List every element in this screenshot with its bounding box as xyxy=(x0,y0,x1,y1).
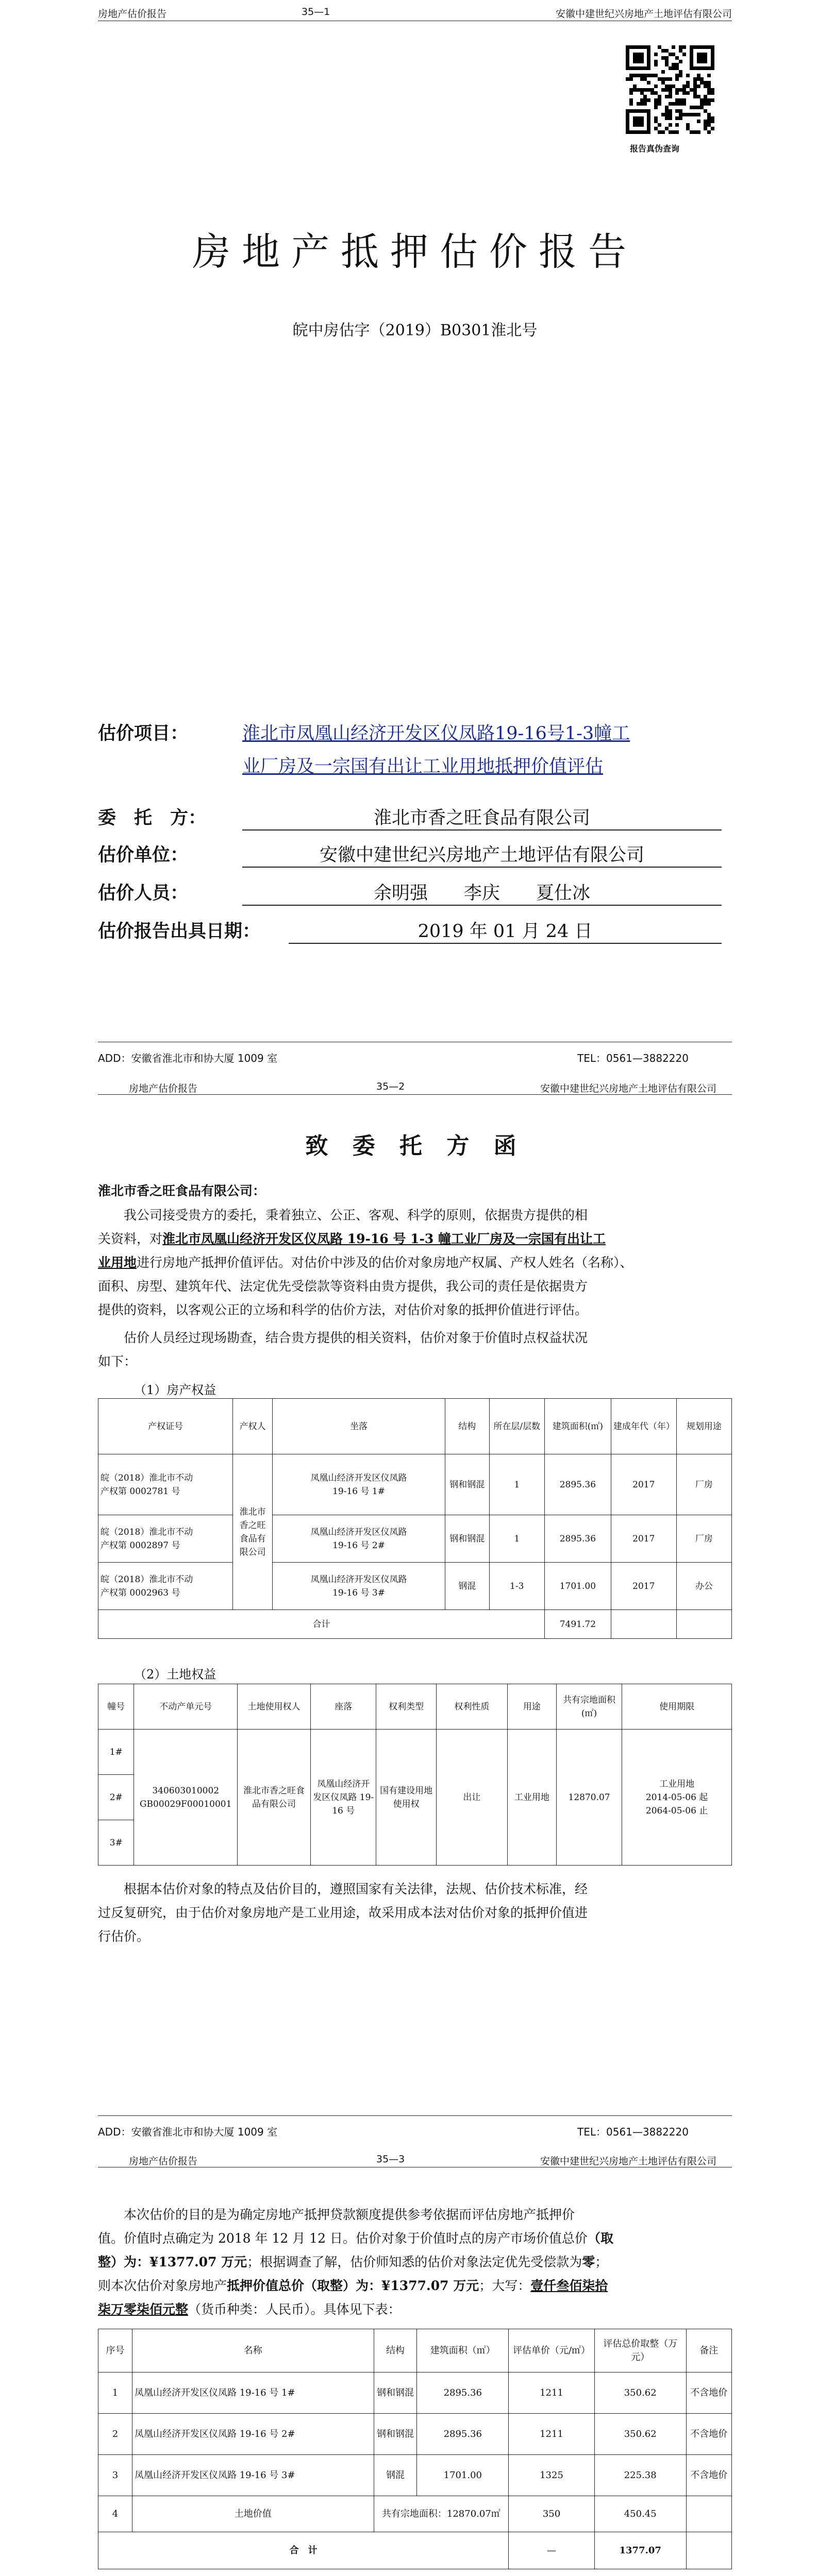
area-cell: 1701.00 xyxy=(417,2455,509,2496)
land-owner-cell: 淮北市香之旺食品有限公司 xyxy=(237,1730,310,1866)
header-divider xyxy=(98,1094,732,1095)
land-area-cell: 12870.07 xyxy=(556,1730,622,1866)
cell-line: 凤凰山经济开发区仪凤路 xyxy=(310,1574,407,1585)
qr-module xyxy=(647,130,650,134)
name-cell: 凤凰山经济开发区仪凤路 19-16 号 2# xyxy=(132,2414,374,2455)
cell-line: 工业用地 xyxy=(659,1778,695,1789)
header-page-number: 35—2 xyxy=(376,1081,405,1092)
header-left: 房地产估价报告 xyxy=(129,1083,198,1094)
table-row xyxy=(98,2455,732,2496)
qr-module xyxy=(647,66,650,70)
value-bold: 零 xyxy=(582,2255,595,2269)
qr-module xyxy=(707,102,711,106)
qr-module xyxy=(679,74,682,77)
land-rights-table xyxy=(98,1684,732,1866)
col-header: 产权证号 xyxy=(98,1399,233,1454)
note-cell: 不含地价 xyxy=(686,2414,731,2455)
location-cell xyxy=(273,1515,445,1563)
use-cell: 厂房 xyxy=(676,1454,731,1515)
building-no: 1# xyxy=(98,1730,134,1775)
value-appraisers: 余明强 李庆 夏仕冰 xyxy=(242,879,722,906)
area-cell: 2895.36 xyxy=(417,2414,509,2455)
cell-line: 皖（2018）淮北市不动 xyxy=(101,1574,193,1585)
subject-bold: 业用地 xyxy=(98,1255,137,1270)
qr-module xyxy=(697,120,700,123)
total-row xyxy=(98,1610,732,1639)
label-appraiser-unit: 估价单位： xyxy=(98,844,189,866)
cert-cell xyxy=(98,1515,233,1563)
header-right: 安徽中建世纪兴房地产土地评估有限公司 xyxy=(555,8,732,20)
col-header: 序号 xyxy=(98,2329,132,2372)
text-span: （货币种类：人民币）。具体见下表： xyxy=(188,2302,401,2317)
report-number: 皖中房估字（2019）B0301淮北号 xyxy=(292,321,538,340)
qr-caption: 报告真伪查询 xyxy=(630,144,680,154)
note-cell: 不含地价 xyxy=(686,2455,731,2496)
value-paragraph xyxy=(98,2203,732,2321)
qr-module xyxy=(679,60,682,63)
qr-module xyxy=(675,91,679,95)
qr-module xyxy=(704,60,707,63)
cell-line: 凤凰山经济开发区仪凤路 xyxy=(310,1527,407,1537)
qr-module xyxy=(654,106,658,109)
text-span: 进行房地产抵押价值评估。对估价中涉及的估价对象房地产权属、产权人姓名（名称）、 xyxy=(137,1255,633,1270)
struct-cell: 钢混 xyxy=(445,1563,490,1610)
no-cell: 4 xyxy=(98,2496,132,2532)
use-cell: 厂房 xyxy=(676,1515,731,1563)
col-header: 名称 xyxy=(132,2329,374,2372)
cell-line: 产权第 0002897 号 xyxy=(101,1540,180,1551)
total-cell: 225.38 xyxy=(594,2455,686,2496)
label-client: 委 托 方： xyxy=(98,807,207,828)
header-page-number: 35—3 xyxy=(376,2154,405,2165)
letter-recipient: 淮北市香之旺食品有限公司： xyxy=(98,1183,266,1198)
owner-cell: 淮北市香之旺食品有限公司 xyxy=(233,1454,273,1610)
qr-module xyxy=(629,91,633,95)
price-cell: 1211 xyxy=(509,2372,595,2414)
section-property: （1）房产权益 xyxy=(134,1383,216,1397)
value-bold: 抵押价值总价（取整）为：¥1377.07 万元 xyxy=(227,2278,479,2293)
header-page-number: 35—1 xyxy=(302,6,330,18)
name-cell: 凤凰山经济开发区仪凤路 19-16 号 3# xyxy=(132,2455,374,2496)
header-left: 房地产估价报告 xyxy=(129,2156,198,2167)
area-cell: 2895.36 xyxy=(544,1454,611,1515)
text-span: 则本次估价对象房地产 xyxy=(98,2278,227,2293)
price-cell: 1325 xyxy=(509,2455,595,2496)
floor-cell: 1-3 xyxy=(489,1563,544,1610)
value-bold: 壹仟叁佰柒拾 xyxy=(530,2278,608,2293)
col-header: 座落 xyxy=(311,1684,376,1730)
price-cell: 1211 xyxy=(509,2414,595,2455)
note-cell: 不含地价 xyxy=(686,2372,731,2414)
valuation-table xyxy=(98,2329,732,2569)
col-header: 幢号 xyxy=(98,1684,134,1730)
qr-module xyxy=(675,77,679,81)
qr-module xyxy=(682,53,686,56)
qr-module xyxy=(675,123,679,127)
value-bold: （取 xyxy=(587,2231,613,2246)
col-header: 结构 xyxy=(374,2329,417,2372)
term-cell xyxy=(622,1730,732,1866)
qr-code[interactable] xyxy=(626,45,714,134)
name-cell: 凤凰山经济开发区仪凤路 19-16 号 1# xyxy=(132,2372,374,2414)
table-row xyxy=(98,2414,732,2455)
location-cell xyxy=(273,1563,445,1610)
table-row xyxy=(98,1730,732,1775)
footer-address: ADD：安徽省淮北市和协大厦 1009 室 xyxy=(98,1052,278,1064)
qr-module xyxy=(686,91,690,95)
area-cell: 1701.00 xyxy=(544,1563,611,1610)
qr-module xyxy=(711,120,714,123)
land-row xyxy=(98,2496,732,2532)
land-use-cell: 工业用地 xyxy=(507,1730,556,1866)
cell-line: 2014-05-06 起 xyxy=(645,1792,708,1803)
total-label: 合计 xyxy=(98,1610,545,1639)
building-no: 2# xyxy=(98,1775,134,1820)
text-span: ； xyxy=(595,2255,608,2269)
qr-module xyxy=(640,123,644,127)
text-line: 面积、房型、建筑年代、法定优先受偿款等资料由贵方提供，我公司的责任是依据贵方 xyxy=(98,1279,588,1294)
text-line: 本次估价的目的是为确定房地产抵押贷款额度提供参考依据而评估房地产抵押价 xyxy=(124,2207,575,2222)
note-cell xyxy=(686,2532,731,2569)
table-row xyxy=(98,2372,732,2414)
total-cell: 350.62 xyxy=(594,2414,686,2455)
col-header: 备注 xyxy=(686,2329,731,2372)
cell-line: 19-16 号 3# xyxy=(332,1587,385,1598)
header-right: 安徽中建世纪兴房地产土地评估有限公司 xyxy=(540,2156,716,2167)
qr-module xyxy=(682,45,686,49)
area-cell: 2895.36 xyxy=(417,2372,509,2414)
year-cell: 2017 xyxy=(611,1563,676,1610)
header-right: 安徽中建世纪兴房地产土地评估有限公司 xyxy=(540,1083,716,1094)
table-row xyxy=(98,1454,732,1515)
qr-module xyxy=(697,130,700,134)
right-type-cell: 国有建设用地使用权 xyxy=(376,1730,437,1866)
qr-module xyxy=(629,77,633,81)
qr-module xyxy=(647,81,650,84)
qr-module xyxy=(707,130,711,134)
report-title: 房地产抵押估价报告 xyxy=(192,230,638,274)
cert-cell xyxy=(98,1563,233,1610)
qr-module xyxy=(675,130,679,134)
col-header: 产权人 xyxy=(233,1399,273,1454)
text-line: 过反复研究，由于估价对象房地产是工业用途，故采用成本法对估价对象的抵押价值进 xyxy=(98,1905,588,1920)
footer-tel: TEL：0561—3882220 xyxy=(577,1052,689,1064)
area-cell: 2895.36 xyxy=(544,1515,611,1563)
no-cell: 1 xyxy=(98,2372,132,2414)
qr-module xyxy=(654,84,658,88)
value-appraiser-unit: 安徽中建世纪兴房地产土地评估有限公司 xyxy=(242,841,722,868)
floor-cell: 1 xyxy=(489,1515,544,1563)
qr-module xyxy=(643,102,647,106)
qr-module xyxy=(669,77,672,81)
col-header: 规划用途 xyxy=(676,1399,731,1454)
qr-module xyxy=(669,123,672,127)
location-cell xyxy=(273,1454,445,1515)
col-header: 建筑面积(㎡) xyxy=(544,1399,611,1454)
qr-module xyxy=(697,113,700,116)
col-header: 用途 xyxy=(507,1684,556,1730)
footer-tel: TEL：0561—3882220 xyxy=(577,2126,689,2138)
text-span: 值。价值时点确定为 2018 年 12 月 12 日。估价对象于价值时点的房产市场价值总价 xyxy=(98,2231,588,2246)
value-bold: 整）为：¥1377.07 万元 xyxy=(98,2255,247,2269)
value-client: 淮北市香之旺食品有限公司 xyxy=(242,804,722,831)
cell-line: 皖（2018）淮北市不动 xyxy=(101,1472,193,1483)
col-header: 评估单价（元/㎡） xyxy=(509,2329,595,2372)
cell-line: 产权第 0002781 号 xyxy=(101,1486,180,1497)
year-cell: 2017 xyxy=(611,1515,676,1563)
land-location-cell: 凤凰山经济开发区仪凤路 19-16 号 xyxy=(311,1730,376,1866)
col-header: 不动产单元号 xyxy=(134,1684,237,1730)
col-header: 坐落 xyxy=(273,1399,445,1454)
floor-cell: 1 xyxy=(489,1454,544,1515)
text-span: ；根据调查了解，估价师知悉的估价对象法定优先受偿款为 xyxy=(247,2255,582,2269)
qr-module xyxy=(679,116,682,120)
qr-module xyxy=(629,102,633,106)
cell-line: 2064-05-06 止 xyxy=(645,1805,708,1816)
cell-line: GB00029F00010001 xyxy=(139,1799,232,1809)
col-header: 所在层/层数 xyxy=(489,1399,544,1454)
qr-module xyxy=(697,84,700,88)
header-left: 房地产估价报告 xyxy=(98,8,167,20)
col-header: 建成年代（年） xyxy=(611,1399,676,1454)
qr-module xyxy=(711,127,714,130)
total-area: 7491.72 xyxy=(544,1610,611,1639)
col-header: 土地使用权人 xyxy=(237,1684,310,1730)
qr-module xyxy=(658,102,661,106)
text-line: 提供的资料，以客观公正的立场和科学的估价方法，对估价对象的抵押价值进行评估。 xyxy=(98,1302,588,1317)
text-line: 我公司接受贵方的委托，秉着独立、公正、客观、科学的原则，依据贵方提供的相 xyxy=(124,1208,588,1223)
struct-cell: 钢和钢混 xyxy=(374,2372,417,2414)
label-report-date: 估价报告出具日期： xyxy=(98,921,261,942)
label-appraisers: 估价人员： xyxy=(98,883,189,904)
qr-module xyxy=(669,116,672,120)
total-label: 合 计 xyxy=(98,2532,509,2569)
total-row xyxy=(98,2532,732,2569)
cert-cell xyxy=(98,1454,233,1515)
building-no: 3# xyxy=(98,1820,134,1866)
qr-module xyxy=(661,70,665,74)
grand-total: 1377.07 xyxy=(594,2532,686,2569)
qr-module xyxy=(707,74,711,77)
price-cell: 350 xyxy=(509,2496,595,2532)
col-header: 建筑面积（㎡） xyxy=(417,2329,509,2372)
qr-module xyxy=(682,102,686,106)
letter-paragraph-3 xyxy=(98,1877,732,1948)
qr-module xyxy=(658,123,661,127)
col-header: 使用期限 xyxy=(622,1684,732,1730)
qr-module xyxy=(672,45,675,49)
use-cell: 办公 xyxy=(676,1563,731,1610)
value-bold: 柒万零柒佰元整 xyxy=(98,2302,189,2317)
total-cell: 350.62 xyxy=(594,2372,686,2414)
cell-line: 19-16 号 1# xyxy=(332,1486,385,1497)
cell-line: 产权第 0002963 号 xyxy=(101,1587,180,1598)
footer-divider xyxy=(98,2115,732,2116)
footer-address: ADD：安徽省淮北市和协大厦 1009 室 xyxy=(98,2126,278,2138)
struct-cell: 钢和钢混 xyxy=(374,2414,417,2455)
price-cell: — xyxy=(509,2532,595,2569)
text-line: 根据本估价对象的特点及估价目的，遵照国家有关法律，法规、估价技术标准，经 xyxy=(124,1882,588,1896)
text-line: 如下： xyxy=(98,1354,137,1369)
value-project-line1: 淮北市凤凰山经济开发区仪凤路19-16号1-3幢工 xyxy=(242,723,630,744)
qr-module xyxy=(654,53,658,56)
subject-bold: 淮北市凤凰山经济开发区仪凤路 19-16 号 1-3 幢工业厂房及一宗国有出让工 xyxy=(162,1231,606,1246)
no-cell: 2 xyxy=(98,2414,132,2455)
value-project-line2: 业厂房及一宗国有出让工业用地抵押价值评估 xyxy=(242,756,604,777)
value-report-date: 2019 年 01 月 24 日 xyxy=(289,917,722,944)
label-project: 估价项目： xyxy=(98,723,189,744)
text-span: 关资料，对 xyxy=(98,1231,163,1246)
table-row xyxy=(98,1563,732,1610)
section-land: （2）土地权益 xyxy=(134,1667,216,1682)
struct-cell: 钢和钢混 xyxy=(445,1454,490,1515)
cell-line: 340603010002 xyxy=(152,1785,220,1796)
qr-module xyxy=(669,95,672,98)
text-line: 估价人员经过现场勘查，结合贵方提供的相关资料，估价对象于价值时点权益状况 xyxy=(124,1330,588,1345)
total-cell: 450.45 xyxy=(594,2496,686,2532)
col-header: 权利类型 xyxy=(376,1684,437,1730)
qr-module xyxy=(711,66,714,70)
col-header: 权利性质 xyxy=(436,1684,507,1730)
text-line: 行估价。 xyxy=(98,1929,150,1944)
col-header: 评估总价取整（万元） xyxy=(594,2329,686,2372)
qr-module xyxy=(711,98,714,102)
cell-line: 19-16 号 2# xyxy=(332,1540,385,1551)
table-row xyxy=(98,1515,732,1563)
right-nature-cell: 出让 xyxy=(436,1730,507,1866)
qr-module xyxy=(711,91,714,95)
col-header: 结构 xyxy=(445,1399,490,1454)
letter-paragraph-1 xyxy=(98,1204,732,1322)
unit-no-cell xyxy=(134,1730,237,1866)
qr-module xyxy=(686,74,690,77)
cell-line: 凤凰山经济开发区仪凤路 xyxy=(310,1472,407,1483)
property-rights-table xyxy=(98,1398,732,1639)
note-cell xyxy=(686,2496,731,2532)
col-header: 共有宗地面积(㎡) xyxy=(556,1684,622,1730)
cell-line: 皖（2018）淮北市不动 xyxy=(101,1527,193,1537)
letter-paragraph-2 xyxy=(98,1326,732,1374)
struct-cell: 钢混 xyxy=(374,2455,417,2496)
empty-cell xyxy=(676,1610,731,1639)
struct-cell: 钢和钢混 xyxy=(445,1515,490,1563)
qr-module xyxy=(654,63,658,66)
name-cell: 土地价值 xyxy=(132,2496,374,2532)
qr-module xyxy=(640,60,644,63)
year-cell: 2017 xyxy=(611,1454,676,1515)
text-span: ；大写： xyxy=(479,2278,531,2293)
land-area-cell: 共有宗地面积：12870.07㎡ xyxy=(374,2496,509,2532)
letter-title: 致 委 托 方 函 xyxy=(305,1133,525,1159)
no-cell: 3 xyxy=(98,2455,132,2496)
qr-module xyxy=(647,98,650,102)
qr-module xyxy=(661,130,665,134)
empty-cell xyxy=(611,1610,676,1639)
